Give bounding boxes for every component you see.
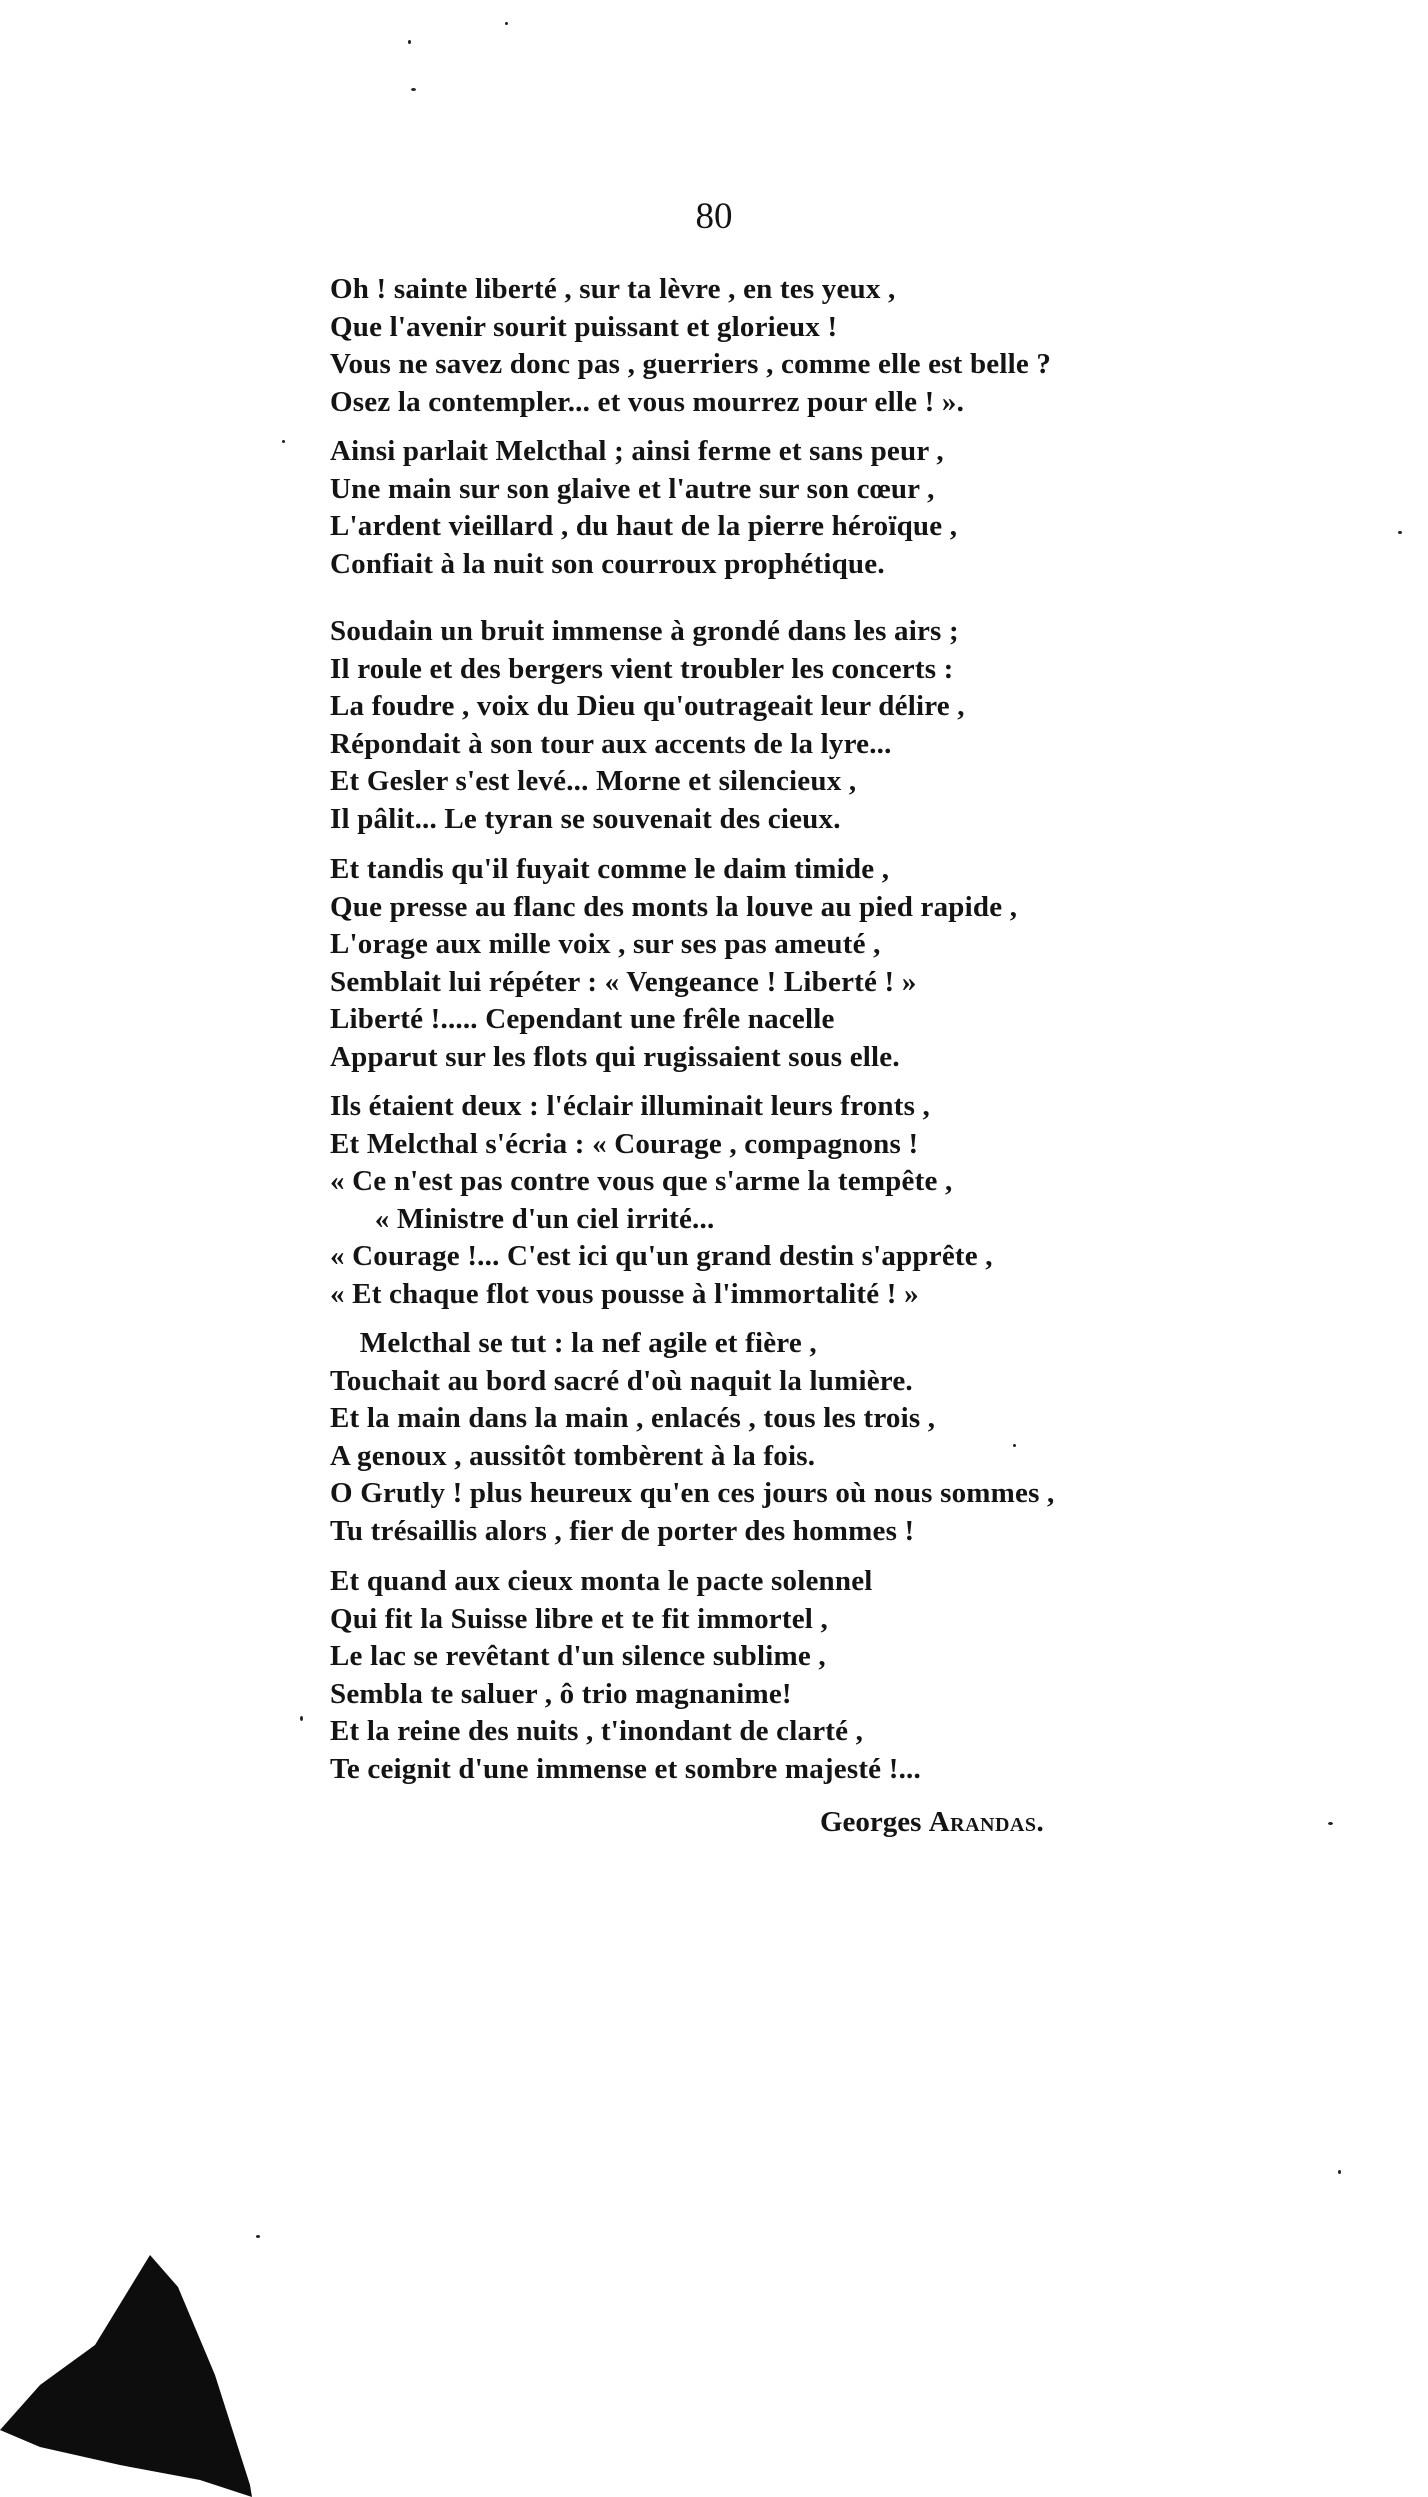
- stanza-7: [330, 1563, 1330, 1788]
- verse-line: Vous ne savez donc pas , guerriers , comme elle est belle ?: [330, 348, 1052, 380]
- verse-line: Apparut sur les flots qui rugissaient sous elle.: [330, 1040, 900, 1073]
- verse-line: L'orage aux mille voix , sur ses pas ameuté ,: [330, 928, 881, 960]
- page-number: 80: [695, 196, 733, 237]
- scan-speck: [1338, 2170, 1341, 2174]
- verse-line: Et Gesler s'est levé... Morne et silencieux ,: [330, 765, 857, 797]
- author-first-name: Georges: [820, 1806, 922, 1838]
- verse-line: « Courage !... C'est ici qu'un grand destin s'apprête ,: [330, 1240, 993, 1272]
- verse-line: Liberté !..... Cependant une frêle nacelle: [330, 1003, 835, 1035]
- verse-line: Semblait lui répéter : « Vengeance ! Liberté ! »: [330, 965, 917, 998]
- scan-speck: [411, 88, 416, 91]
- stanza-1: [330, 271, 1330, 421]
- verse-line: Le lac se revêtant d'un silence sublime ,: [330, 1640, 826, 1672]
- verse-line: Et tandis qu'il fuyait comme le daim timide ,: [330, 853, 890, 885]
- verse-line: Melcthal se tut : la nef agile et fière ,: [330, 1327, 817, 1359]
- scan-speck: [1013, 1444, 1016, 1447]
- stanza-4: [330, 851, 1330, 1076]
- verse-line: « Et chaque flot vous pousse à l'immortalité ! »: [330, 1277, 919, 1310]
- ink-blot: [0, 2225, 260, 2497]
- verse-line: L'ardent vieillard , du haut de la pierre héroïque ,: [330, 510, 958, 542]
- scan-speck: [408, 40, 411, 44]
- verse-line: Que presse au flanc des monts la louve au pied rapide ,: [330, 890, 1018, 923]
- verse-line: Et quand aux cieux monta le pacte solennel: [330, 1565, 873, 1597]
- verse-line: « Ce n'est pas contre vous que s'arme la tempête ,: [330, 1165, 953, 1197]
- verse-line: Une main sur son glaive et l'autre sur son cœur ,: [330, 472, 935, 505]
- verse-line: A genoux , aussitôt tombèrent à la fois.: [330, 1439, 816, 1472]
- scan-speck: [300, 1716, 303, 1721]
- stanza-5: [330, 1088, 1330, 1313]
- verse-line: Confiait à la nuit son courroux prophétique.: [330, 547, 885, 580]
- verse-line: Oh ! sainte liberté , sur ta lèvre , en tes yeux ,: [330, 273, 896, 305]
- verse-line: Et Melcthal s'écria : « Courage , compagnons !: [330, 1127, 919, 1160]
- scan-speck: [1328, 1822, 1333, 1825]
- verse-line: Osez la contempler... et vous mourrez pour elle ! ».: [330, 385, 965, 418]
- verse-line: Soudain un bruit immense à grondé dans les airs ;: [330, 615, 959, 647]
- verse-line: O Grutly ! plus heureux qu'en ces jours où nous sommes ,: [330, 1477, 1055, 1509]
- verse-line: Sembla te saluer , ô trio magnanime!: [330, 1677, 792, 1710]
- scan-speck: [1398, 531, 1402, 534]
- verse-line: Touchait au bord sacré d'où naquit la lumière.: [330, 1364, 913, 1397]
- verse-line: Tu trésaillis alors , fier de porter des hommes !: [330, 1514, 915, 1547]
- scan-speck: [282, 440, 285, 443]
- stanza-3: [330, 613, 1330, 838]
- verse-line: Il roule et des bergers vient troubler les concerts :: [330, 652, 954, 685]
- verse-line: Ainsi parlait Melcthal ; ainsi ferme et sans peur ,: [330, 435, 944, 467]
- verse-line: Et la main dans la main , enlacés , tous les trois ,: [330, 1402, 936, 1434]
- verse-line: Il pâlit... Le tyran se souvenait des cieux.: [330, 802, 841, 835]
- verse-line: Répondait à son tour aux accents de la lyre...: [330, 727, 892, 760]
- verse-line: Et la reine des nuits , t'inondant de clarté ,: [330, 1715, 864, 1747]
- verse-line: Que l'avenir sourit puissant et glorieux !: [330, 310, 838, 343]
- verse-line: Qui fit la Suisse libre et te fit immortel ,: [330, 1602, 828, 1635]
- verse-line: La foudre , voix du Dieu qu'outrageait leur délire ,: [330, 690, 965, 722]
- stanza-2: [330, 433, 1330, 583]
- verse-line: « Ministre d'un ciel irrité...: [330, 1202, 715, 1235]
- author-signature: [820, 1804, 1044, 1842]
- scan-speck: [505, 22, 508, 25]
- verse-line: Te ceignit d'une immense et sombre majesté !...: [330, 1752, 921, 1785]
- verse-line: Ils étaient deux : l'éclair illuminait leurs fronts ,: [330, 1090, 930, 1122]
- stanza-6: [330, 1325, 1330, 1550]
- author-last-name: Arandas.: [928, 1806, 1045, 1838]
